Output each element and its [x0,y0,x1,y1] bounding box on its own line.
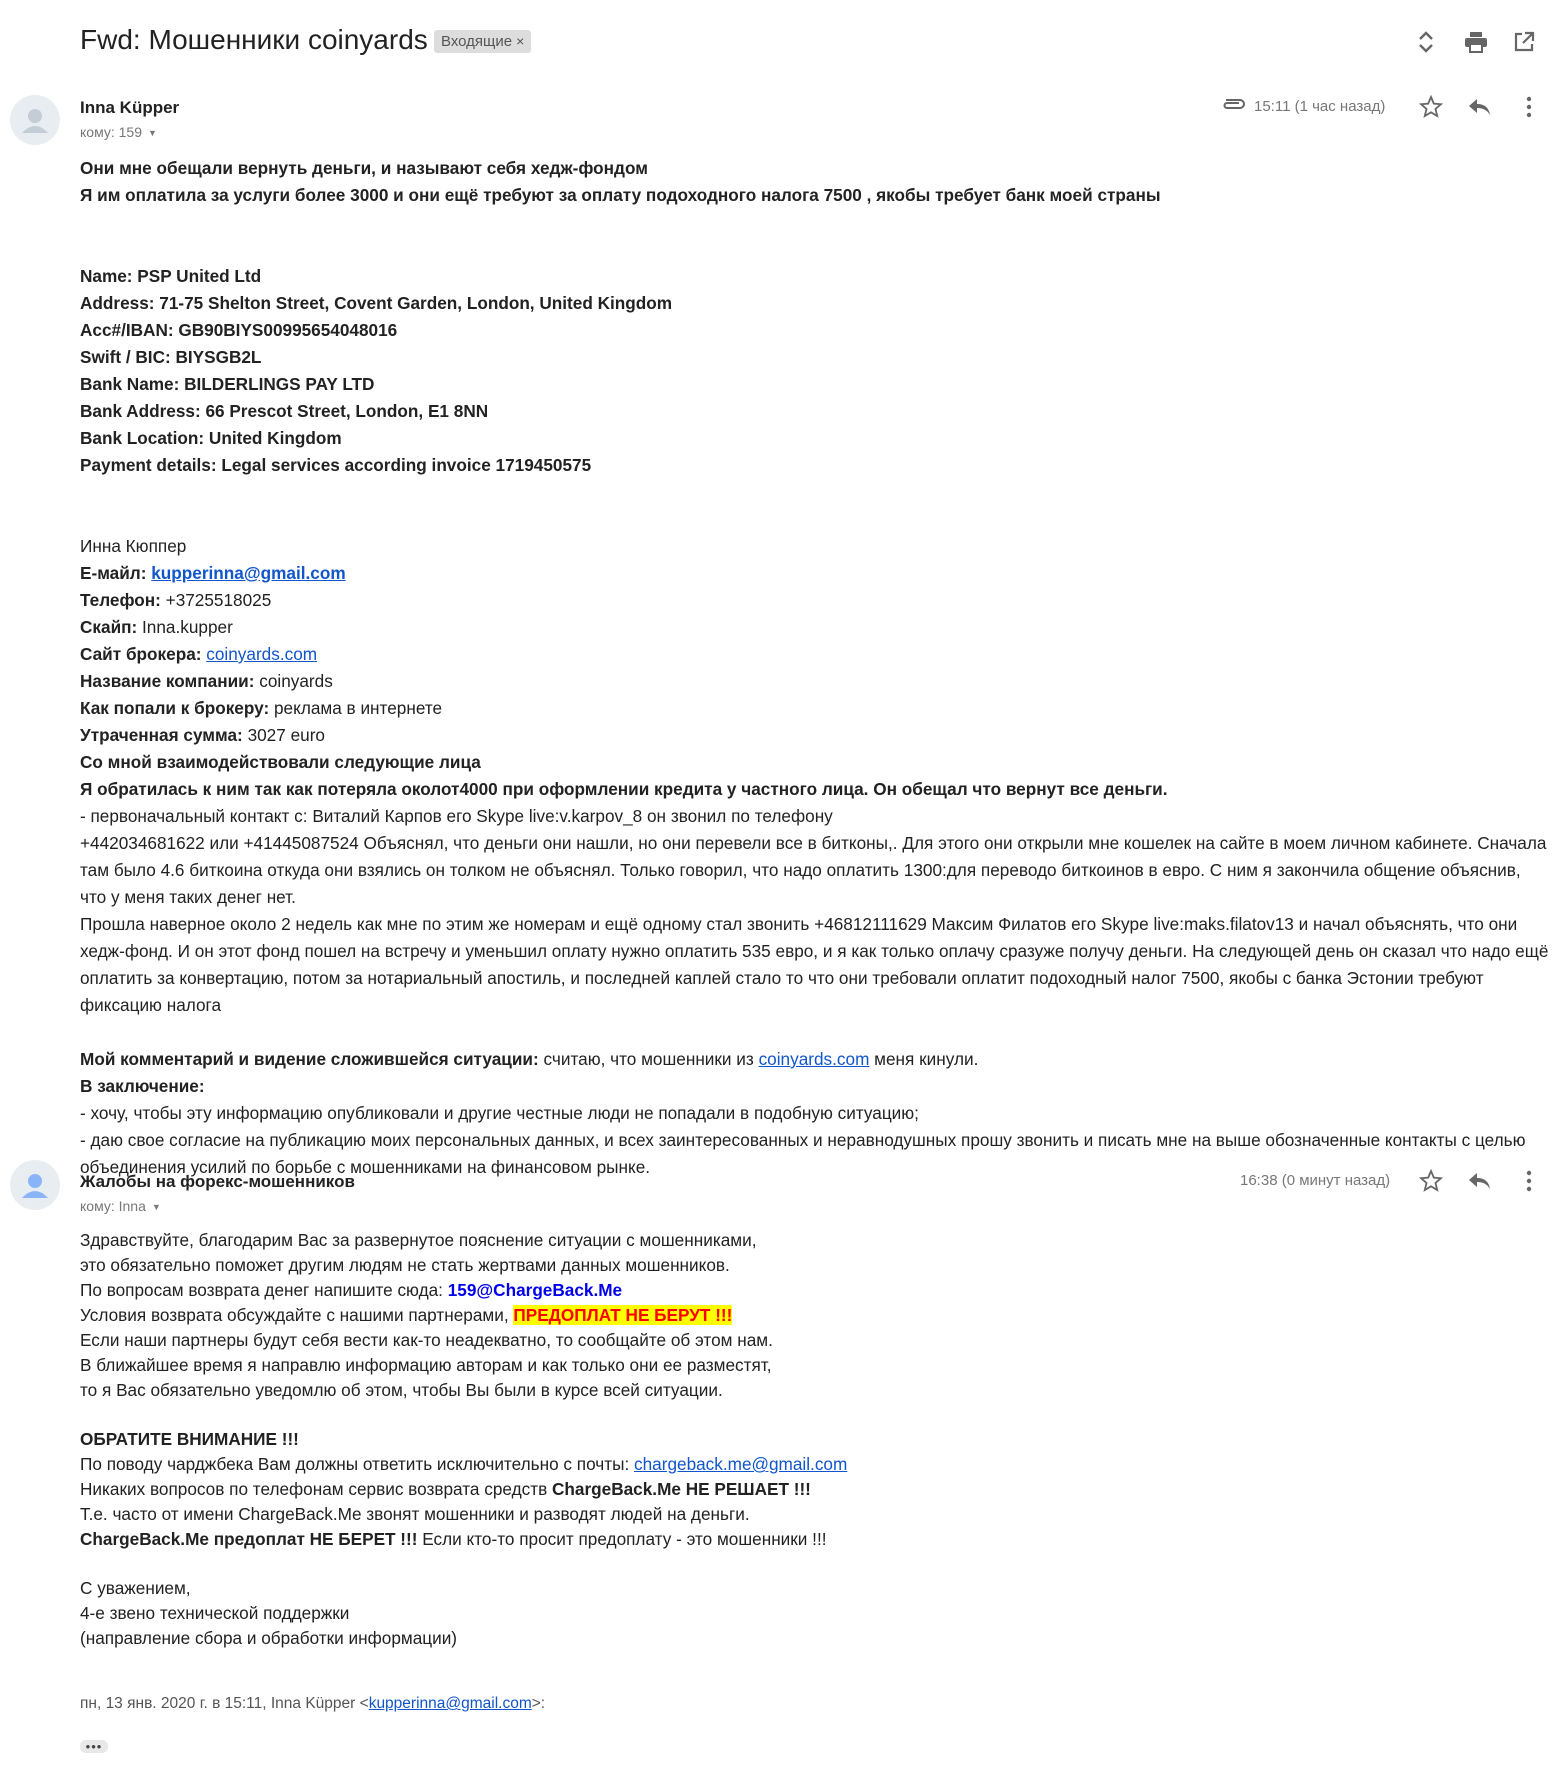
contact-line: - первоначальный контакт с: Виталий Карпов его Skype live:v.karpov_8 он звонил по телефону [80,806,833,826]
bank-detail-line: Bank Address: 66 Prescot Street, London, E1 8NN [80,401,489,421]
star-icon[interactable] [1416,1166,1446,1196]
conclusion-heading: В заключение: [80,1076,205,1096]
body-line: В ближайшее время я направлю информацию авторам и как только они ее разместят, [80,1355,772,1375]
recipient-dropdown[interactable] [80,1198,161,1214]
show-trimmed-content-button[interactable]: ••• [80,1740,108,1753]
message-body [80,155,1550,1181]
comment-text: считаю, что мошенники из [543,1049,754,1069]
persons-heading: Со мной взаимодействовали следующие лица [80,752,481,772]
remove-label-icon[interactable]: × [516,33,525,49]
bank-detail-line: Name: PSP United Ltd [80,266,262,286]
field-value: 3027 euro [247,725,325,745]
bank-detail-line: Payment details: Legal services according invoice 1719450575 [80,455,592,475]
bank-detail-line: Swift / BIC: BIYSGB2L [80,347,262,367]
reply-icon[interactable] [1464,1166,1494,1196]
bank-detail-line: Address: 71-75 Shelton Street, Covent Garden, London, United Kingdom [80,293,673,313]
signature-line: 4-е звено технической поддержки [80,1603,350,1623]
body-line: Я им оплатила за услуги более 3000 и они ещё требуют за оплату подоходного налога 7500 , якобы требует банк моей страны [80,185,1161,205]
label-chip-inbox[interactable] [434,30,531,53]
quoted-text: пн, 13 янв. 2020 г. в 15:11, Inna Küpper < [80,1695,369,1712]
story-paragraph: Прошла наверное около 2 недель как мне по этим же номерам и ещё одному стал звонить +46812111629 Максим Филатов его Skype live:maks.filatov13 и начал объяснять, что они хедж-фонд. И он этот фонд пошел на встречу и уменьшил оплату нужно оплатить 535 евро, и я как только оплачу сразуже получу деньги. На следующей день он сказал что надо ещё оплатить за конвертацию, потом за нотариальный апостиль, и последней каплей стало то что они требовали оплатит подоходный налог 7500, якобы с банка Эстонии требуют фиксацию налога [80,914,1549,1015]
support-email: 159@ChargeBack.Me [447,1280,623,1300]
attachment-icon [1220,96,1246,117]
message-body [80,1228,1550,1651]
field-label: Скайп: [80,617,138,637]
body-line: это обязательно поможет другим людям не стать жертвами данных мошенников. [80,1255,730,1275]
field-label: Телефон: [80,590,161,610]
body-text: Условия возврата обсуждайте с нашими партнерами, [80,1305,509,1325]
body-line: Здравствуйте, благодарим Вас за развернутое пояснение ситуации с мошенниками, [80,1230,757,1250]
label-chip-text: Входящие [441,33,513,50]
thread-subject: Fwd: Мошенники coinyards [80,24,428,55]
open-in-new-window-icon[interactable] [1510,28,1538,56]
body-text: Никаких вопросов по телефонам сервис возврата средств [80,1479,548,1499]
star-icon[interactable] [1416,92,1446,122]
chevron-down-icon: ▼ [148,128,157,139]
body-text: По вопросам возврата денег напишите сюда: [80,1280,443,1300]
field-value: реклама в интернете [273,698,443,718]
bold-text: ChargeBack.Me предоплат НЕ БЕРЕТ !!! [80,1529,418,1549]
chargeback-email-link[interactable]: chargeback.me@gmail.com [634,1454,848,1474]
bold-text: ChargeBack.Me НЕ РЕШАЕТ !!! [552,1479,811,1499]
comment-text: меня кинули. [874,1049,979,1069]
field-value: +3725518025 [165,590,272,610]
body-line: Т.е. часто от имени ChargeBack.Me звонят мошенники и разводят людей на деньги. [80,1504,750,1524]
email-link[interactable]: kupperinna@gmail.com [151,563,346,583]
field-label: Название компании: [80,671,255,691]
body-line: Они мне обещали вернуть деньги, и называют себя хедж-фондом [80,158,648,178]
message-time: 16:38 (0 минут назад) [1240,1172,1391,1189]
message-time: 15:11 (1 час назад) [1254,98,1386,115]
recipient-text: кому: Inna [80,1198,146,1214]
sender-avatar[interactable] [10,1160,60,1210]
print-icon[interactable] [1462,28,1490,56]
sender-name[interactable]: Inna Küpper [80,98,180,117]
recipient-text: кому: 159 [80,124,142,140]
bank-detail-line: Bank Name: BILDERLINGS PAY LTD [80,374,375,394]
attention-heading: ОБРАТИТЕ ВНИМАНИЕ !!! [80,1429,299,1449]
story-paragraph: +442034681622 или +41445087524 Объяснял, что деньги они нашли, но они перевели все в битконы,. Для этого они открыли мне кошелек на сайте в моем личном кабинете. Сначала там было 4.6 биткоина откуда они взялись он толком не объяснял. Только говорил, что надо оплатить 1300:для переводо биткоинов в евро. С ним я закончила общение объяснив, что у меня таких денег нет. [80,833,1547,907]
persons-statement: Я обратилась к ним так как потеряла околот4000 при оформлении кредита у частного лица. Он обещал что вернут все деньги. [80,779,1168,799]
field-label: Е-майл: [80,563,147,583]
bank-detail-line: Bank Location: United Kingdom [80,428,342,448]
quoted-text: >: [531,1695,546,1712]
expand-collapse-icon[interactable] [1412,28,1440,56]
field-value: Inna.kupper [142,617,233,637]
more-options-icon[interactable] [1514,92,1544,122]
author-name: Инна Кюппер [80,536,187,556]
body-line: то я Вас обязательно уведомлю об этом, чтобы Вы были в курсе всей ситуации. [80,1380,723,1400]
sender-avatar[interactable] [10,95,60,145]
reply-icon[interactable] [1464,92,1494,122]
field-label: Утраченная сумма: [80,725,243,745]
quoted-email-link[interactable]: kupperinna@gmail.com [368,1695,532,1712]
conclusion-item: - хочу, чтобы эту информацию опубликовали и другие честные люди не попадали в подобную ситуацию; [80,1103,919,1123]
comment-link[interactable]: coinyards.com [758,1049,870,1069]
chevron-down-icon: ▼ [151,1202,161,1213]
body-text: По поводу чарджбека Вам должны ответить исключительно с почты: [80,1454,630,1474]
body-text: Если кто-то просит предоплату - это мошенники !!! [422,1529,827,1549]
signature-line: С уважением, [80,1578,191,1598]
field-value: coinyards [259,671,333,691]
highlight-warning: ПРЕДОПЛАТ НЕ БЕРУТ !!! [513,1305,733,1325]
quoted-header [80,1695,545,1713]
more-options-icon[interactable] [1514,1166,1544,1196]
field-label: Сайт брокера: [80,644,202,664]
sender-name[interactable]: Жалобы на форекс-мошенников [80,1172,355,1191]
signature-line: (направление сбора и обработки информации) [80,1628,458,1648]
body-line: Если наши партнеры будут себя вести как-то неадекватно, то сообщайте об этом нам. [80,1330,773,1350]
conclusion-item: - даю свое согласие на публикацию моих персональных данных, и всех заинтересованных и неравнодушных прошу звонить и писать мне на выше обозначенные контакты с целью объединения усилий по борьбе с мошенниками на финансовом рынке. [80,1130,1526,1177]
bank-detail-line: Acc#/IBAN: GB90BIYS00995654048016 [80,320,398,340]
comment-label: Мой комментарий и видение сложившейся ситуации: [80,1049,539,1069]
field-label: Как попали к брокеру: [80,698,270,718]
recipient-dropdown[interactable] [80,124,157,140]
broker-site-link[interactable]: coinyards.com [206,644,318,664]
